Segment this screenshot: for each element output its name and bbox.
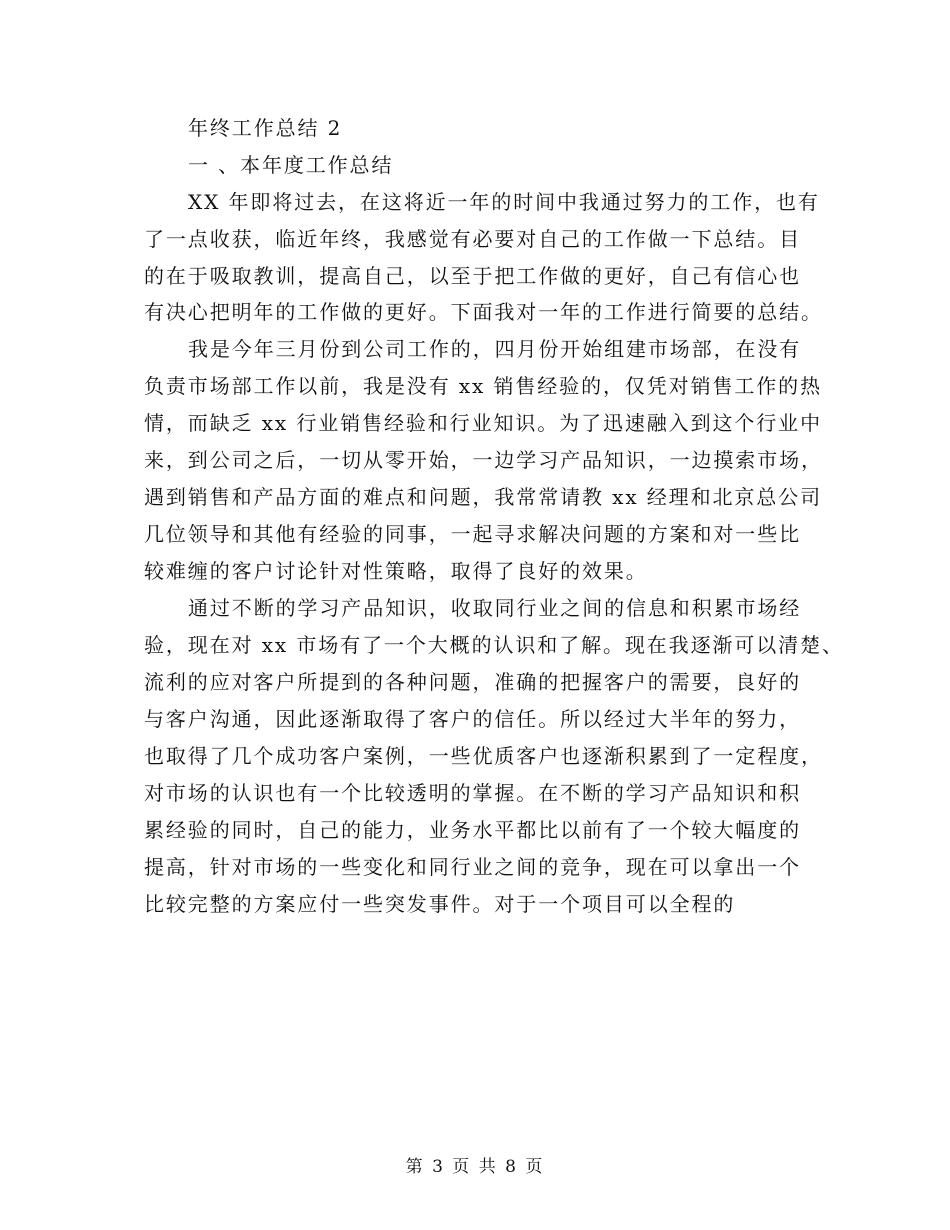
paragraph-3-line-8: 提高，针对市场的一些变化和同行业之间的竞争，现在可以拿出一个 [144,855,801,879]
paragraph-3-line-1: 通过不断的学习产品知识，收取同行业之间的信息和积累市场经 [188,596,802,620]
paragraph-1-line-1: XX 年即将过去，在这将近一年的时间中我通过努力的工作，也有 [188,190,820,214]
paragraph-3-line-5: 也取得了几个成功客户案例，一些优质客户也逐渐积累到了一定程度， [144,744,823,768]
paragraph-3-line-7: 累经验的同时，自己的能力，业务水平都比以前有了一个较大幅度的 [144,818,801,842]
document-title: 年终工作总结 2 [188,116,343,140]
paragraph-2-line-2: 负责市场部工作以前，我是没有 xx 销售经验的，仅凭对销售工作的热 [144,374,822,398]
paragraph-2-line-1: 我是今年三月份到公司工作的，四月份开始组建市场部，在没有 [188,337,802,361]
paragraph-3-line-4: 与客户沟通，因此逐渐取得了客户的信任。所以经过大半年的努力， [144,707,801,731]
paragraph-1-line-4: 有决心把明年的工作做的更好。下面我对一年的工作进行简要的总结。 [144,300,823,324]
paragraph-2-line-7: 较难缠的客户讨论针对性策略，取得了良好的效果。 [144,559,648,583]
paragraph-3-line-6: 对市场的认识也有一个比较透明的掌握。在不断的学习产品知识和积 [144,781,801,805]
paragraph-1-line-2: 了一点收获，临近年终，我感觉有必要对自己的工作做一下总结。目 [144,227,801,251]
paragraph-2-line-6: 几位领导和其他有经验的同事，一起寻求解决问题的方案和对一些比 [144,522,801,546]
paragraph-3-line-3: 流利的应对客户所提到的各种问题，准确的把握客户的需要，良好的 [144,670,801,694]
paragraph-1-line-3: 的在于吸取教训，提高自己，以至于把工作做的更好，自己有信心也 [144,264,801,288]
paragraph-3-line-9: 比较完整的方案应付一些突发事件。对于一个项目可以全程的 [144,892,736,916]
page-number-footer: 第 3 页 共 8 页 [405,1157,545,1177]
paragraph-2-line-4: 来，到公司之后，一切从零开始，一边学习产品知识，一边摸索市场， [144,448,823,472]
paragraph-2-line-3: 情，而缺乏 xx 行业销售经验和行业知识。为了迅速融入到这个行业中 [144,411,822,435]
paragraph-3-line-2: 验，现在对 xx 市场有了一个大概的认识和了解。现在我逐渐可以清楚、 [144,633,844,657]
section-heading: 一 、本年度工作总结 [188,153,394,177]
paragraph-2-line-5: 遇到销售和产品方面的难点和问题，我常常请教 xx 经理和北京总公司 [144,485,822,509]
